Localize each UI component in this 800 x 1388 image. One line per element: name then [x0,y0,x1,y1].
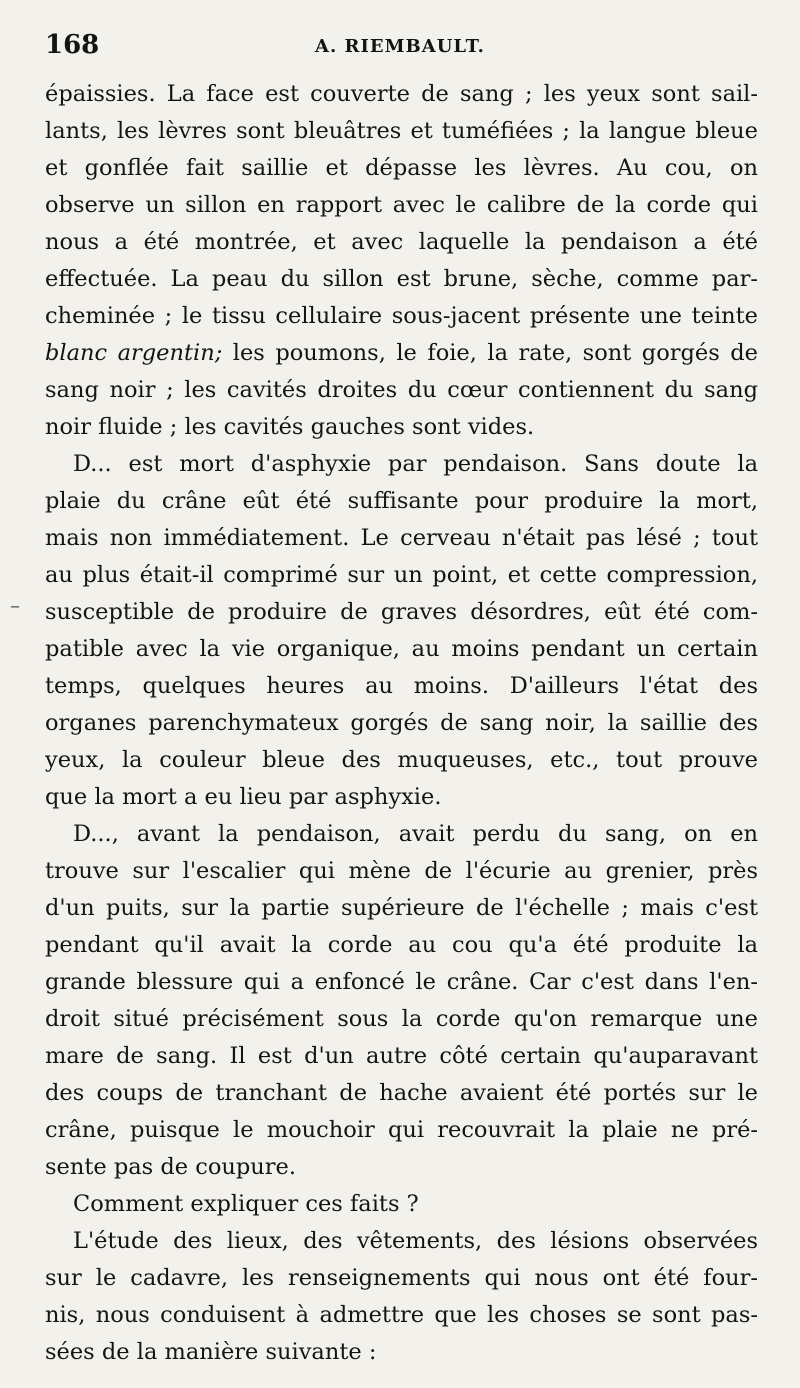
text-line: mare de sang. Il est d'un autre côté certain qu'auparavant [45,1043,758,1069]
text-line: noir fluide ; les cavités gauches sont vides. [45,414,535,440]
text-line: sur le cadavre, les renseignements qui nous ont été four- [45,1265,758,1291]
text-line: des coups de tranchant de hache avaient été portés sur le [45,1080,758,1106]
text-line: effectuée. La peau du sillon est brune, sèche, comme par- [45,266,758,292]
page-header [45,30,760,66]
running-head: A. RIEMBAULT. [315,36,485,57]
text-line: organes parenchymateux gorgés de sang noir, la saillie des [45,710,758,736]
text-line: susceptible de produire de graves désordres, eût été com- [45,599,758,625]
text-line: d'un puits, sur la partie supérieure de l'échelle ; mais c'est [45,895,758,921]
text-line: lants, les lèvres sont bleuâtres et tuméfiées ; la langue bleue [45,118,758,144]
text-line: nous a été montrée, et avec laquelle la pendaison a été [45,229,758,255]
text-line: D..., avant la pendaison, avait perdu du sang, on en [73,821,758,847]
text-line: pendant qu'il avait la corde au cou qu'a été produite la [45,932,758,958]
text-line: patible avec la vie organique, au moins pendant un certain [45,636,758,662]
line-remainder: les poumons, le foie, la rate, sont gorgés de [222,340,758,366]
page-number: 168 [45,30,100,60]
paragraph [45,76,758,446]
text-line: Comment expliquer ces faits ? [73,1191,419,1217]
text-line: et gonflée fait saillie et dépasse les lèvres. Au cou, on [45,155,758,181]
italic-phrase: blanc argentin; [45,340,223,366]
text-line: épaissies. La face est couverte de sang ; les yeux sont sail- [45,81,758,107]
text-line: grande blessure qui a enfoncé le crâne. Car c'est dans l'en- [45,969,758,995]
text-line: trouve sur l'escalier qui mène de l'écurie au grenier, près [45,858,758,884]
text-line: nis, nous conduisent à admettre que les choses se sont pas- [45,1302,758,1328]
text-line: sang noir ; les cavités droites du cœur contiennent du sang [45,377,758,403]
text-line: mais non immédiatement. Le cerveau n'était pas lésé ; tout [45,525,758,551]
paragraph [45,1223,758,1371]
paragraph [45,446,758,816]
text-line: temps, quelques heures au moins. D'ailleurs l'état des [45,673,758,699]
text-line: L'étude des lieux, des vêtements, des lésions observées [73,1228,758,1254]
text-line: cheminée ; le tissu cellulaire sous-jacent présente une teinte [45,303,758,329]
text-line: D... est mort d'asphyxie par pendaison. Sans doute la [73,451,758,477]
text-line: crâne, puisque le mouchoir qui recouvrait la plaie ne pré- [45,1117,758,1143]
paragraph [45,816,758,1186]
text-line: au plus était-il comprimé sur un point, et cette compression, [45,562,758,588]
margin-mark: – [10,593,20,617]
text-line: sente pas de coupure. [45,1154,297,1180]
paragraph [45,1186,758,1223]
text-line: que la mort a eu lieu par asphyxie. [45,784,442,810]
text-line: plaie du crâne eût été suffisante pour produire la mort, [45,488,758,514]
text-line: sées de la manière suivante : [45,1339,377,1365]
text-line: observe un sillon en rapport avec le calibre de la corde qui [45,192,758,218]
text-line: yeux, la couleur bleue des muqueuses, etc., tout prouve [45,747,758,773]
body-text [45,76,758,1371]
text-line: droit situé précisément sous la corde qu'on remarque une [45,1006,758,1032]
text-line [45,335,758,372]
